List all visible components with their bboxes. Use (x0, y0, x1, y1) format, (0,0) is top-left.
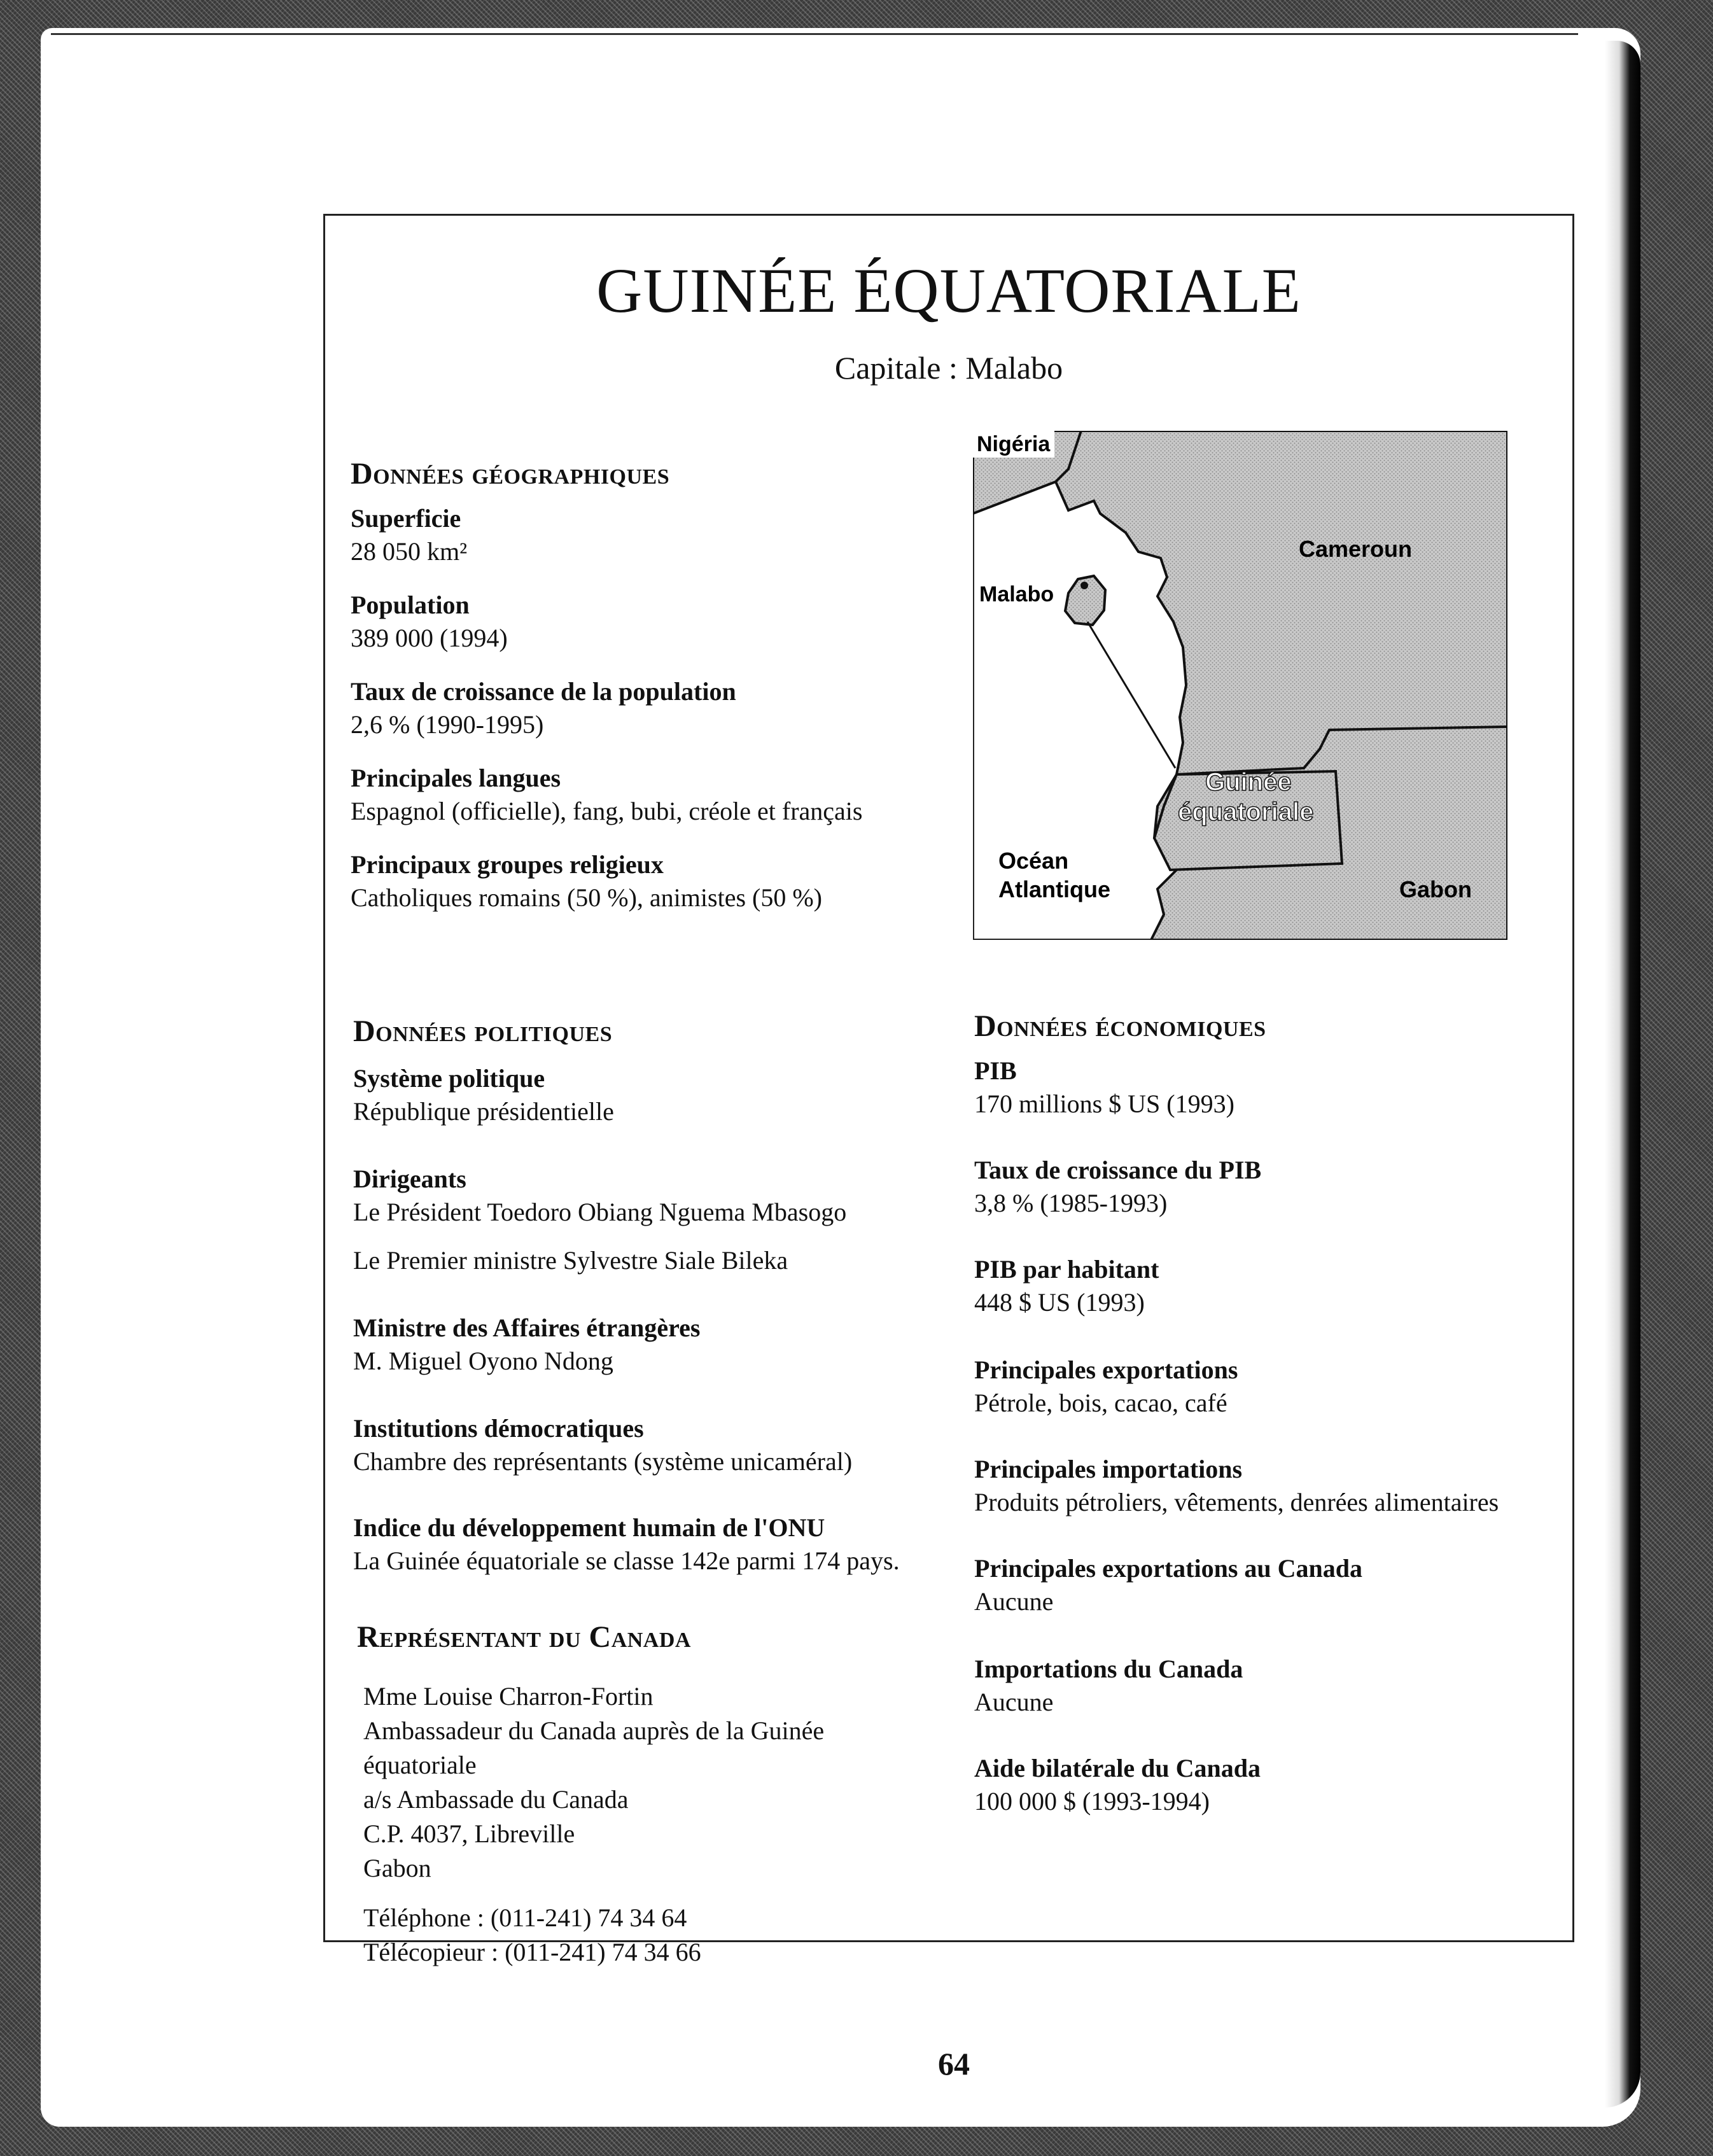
field-label: Population (351, 591, 470, 619)
label-gabon: Gabon (1399, 876, 1472, 902)
rep-heading: Représentant du Canada (357, 1620, 691, 1654)
eco-pib-habitant (974, 1253, 1159, 1319)
map-svg (973, 431, 1507, 940)
field-value: 170 millions $ US (1993) (974, 1089, 1234, 1118)
document-page (41, 28, 1640, 2127)
field-value: 2,6 % (1990-1995) (351, 710, 544, 739)
pol-systeme (353, 1062, 614, 1128)
label-nigeria: Nigéria (977, 432, 1051, 456)
rep-line: a/s Ambassade du Canada (363, 1785, 629, 1814)
field-value: La Guinée équatoriale se classe 142e parmi 174 pays. (353, 1546, 900, 1575)
pol-dirigeants (353, 1163, 846, 1277)
field-label: PIB (974, 1056, 1017, 1085)
field-label: Système politique (353, 1064, 545, 1093)
eco-heading: Données économiques (974, 1009, 1266, 1043)
field-label: Indice du développement humain de l'ONU (353, 1513, 825, 1542)
field-label: Taux de croissance du PIB (974, 1156, 1262, 1184)
top-rule (51, 33, 1578, 35)
capital: Capitale : Malabo (834, 350, 1063, 386)
field-label: Institutions démocratiques (353, 1414, 644, 1443)
field-label: Dirigeants (353, 1165, 466, 1193)
field-value: 448 $ US (1993) (974, 1288, 1145, 1317)
field-label: Aide bilatérale du Canada (974, 1754, 1261, 1782)
page-curl (1605, 41, 1640, 2108)
page-title: GUINÉE ÉQUATORIALE (596, 255, 1301, 326)
geo-croissance (351, 675, 736, 741)
page-number: 64 (938, 2046, 970, 2082)
field-label: PIB par habitant (974, 1255, 1159, 1284)
label-malabo: Malabo (979, 582, 1054, 606)
label-cameroun: Cameroun (1299, 536, 1413, 562)
field-label: Principaux groupes religieux (351, 850, 664, 879)
field-value: 100 000 $ (1993-1994) (974, 1787, 1210, 1816)
field-label: Ministre des Affaires étrangères (353, 1313, 701, 1342)
pol-heading: Données politiques (353, 1014, 613, 1048)
field-value: Pétrole, bois, cacao, café (974, 1389, 1227, 1417)
field-value: Aucune (974, 1587, 1054, 1616)
rep-line: Mme Louise Charron-Fortin (363, 1682, 654, 1711)
pol-institutions (353, 1412, 852, 1478)
rep-line: Ambassadeur du Canada auprès de la Guinée (363, 1716, 825, 1745)
label-ocean-line2: Atlantique (998, 876, 1110, 902)
field-value: M. Miguel Oyono Ndong (353, 1347, 613, 1375)
eco-importations (974, 1453, 1499, 1519)
eco-pib (974, 1054, 1234, 1121)
field-label: Principales exportations au Canada (974, 1554, 1363, 1583)
malabo-marker (1080, 582, 1088, 589)
label-guinee-line2: équatoriale (1178, 798, 1314, 826)
eco-exportations-canada (974, 1552, 1362, 1618)
rep-line: équatoriale (363, 1751, 477, 1779)
eco-exportations (974, 1354, 1238, 1420)
eco-importations-canada (974, 1653, 1243, 1719)
rep-telephone: Téléphone : (011-241) 74 34 64 (363, 1903, 687, 1932)
geo-langues (351, 762, 862, 828)
geo-superficie (351, 502, 467, 568)
field-label: Principales exportations (974, 1355, 1238, 1384)
field-value: Produits pétroliers, vêtements, denrées alimentaires (974, 1488, 1499, 1516)
pol-ministre (353, 1312, 700, 1378)
field-label: Principales langues (351, 764, 561, 792)
field-value-secondary: Le Premier ministre Sylvestre Siale Bileka (353, 1246, 788, 1275)
region-map (973, 431, 1507, 940)
geo-religions (351, 848, 822, 914)
field-value: 28 050 km² (351, 537, 468, 566)
field-label: Superficie (351, 504, 461, 533)
geo-heading: Données géographiques (351, 457, 670, 491)
rep-address-block (363, 1679, 824, 1970)
field-value: 3,8 % (1985-1993) (974, 1189, 1168, 1217)
field-value: 389 000 (1994) (351, 624, 508, 652)
field-label: Principales importations (974, 1455, 1243, 1483)
eco-croissance-pib (974, 1154, 1261, 1220)
field-label: Taux de croissance de la population (351, 677, 736, 706)
label-ocean-line1: Océan (998, 848, 1069, 874)
rep-line: Gabon (363, 1854, 431, 1882)
rep-telecopieur: Télécopieur : (011-241) 74 34 66 (363, 1938, 701, 1966)
geo-population (351, 589, 508, 655)
label-guinee-line1: Guinée (1205, 768, 1292, 796)
field-value: Le Président Toedoro Obiang Nguema Mbasogo (353, 1198, 847, 1226)
field-value: République présidentielle (353, 1097, 614, 1126)
field-value: Aucune (974, 1688, 1054, 1716)
field-value: Catholiques romains (50 %), animistes (50 %) (351, 883, 822, 912)
eco-aide-bilaterale (974, 1752, 1261, 1818)
pol-indice (353, 1511, 900, 1578)
field-value: Chambre des représentants (système unicaméral) (353, 1447, 853, 1476)
rep-line: C.P. 4037, Libreville (363, 1819, 575, 1848)
country-sheet (323, 214, 1574, 1966)
field-value: Espagnol (officielle), fang, bubi, créole et français (351, 797, 863, 825)
field-label: Importations du Canada (974, 1655, 1243, 1683)
